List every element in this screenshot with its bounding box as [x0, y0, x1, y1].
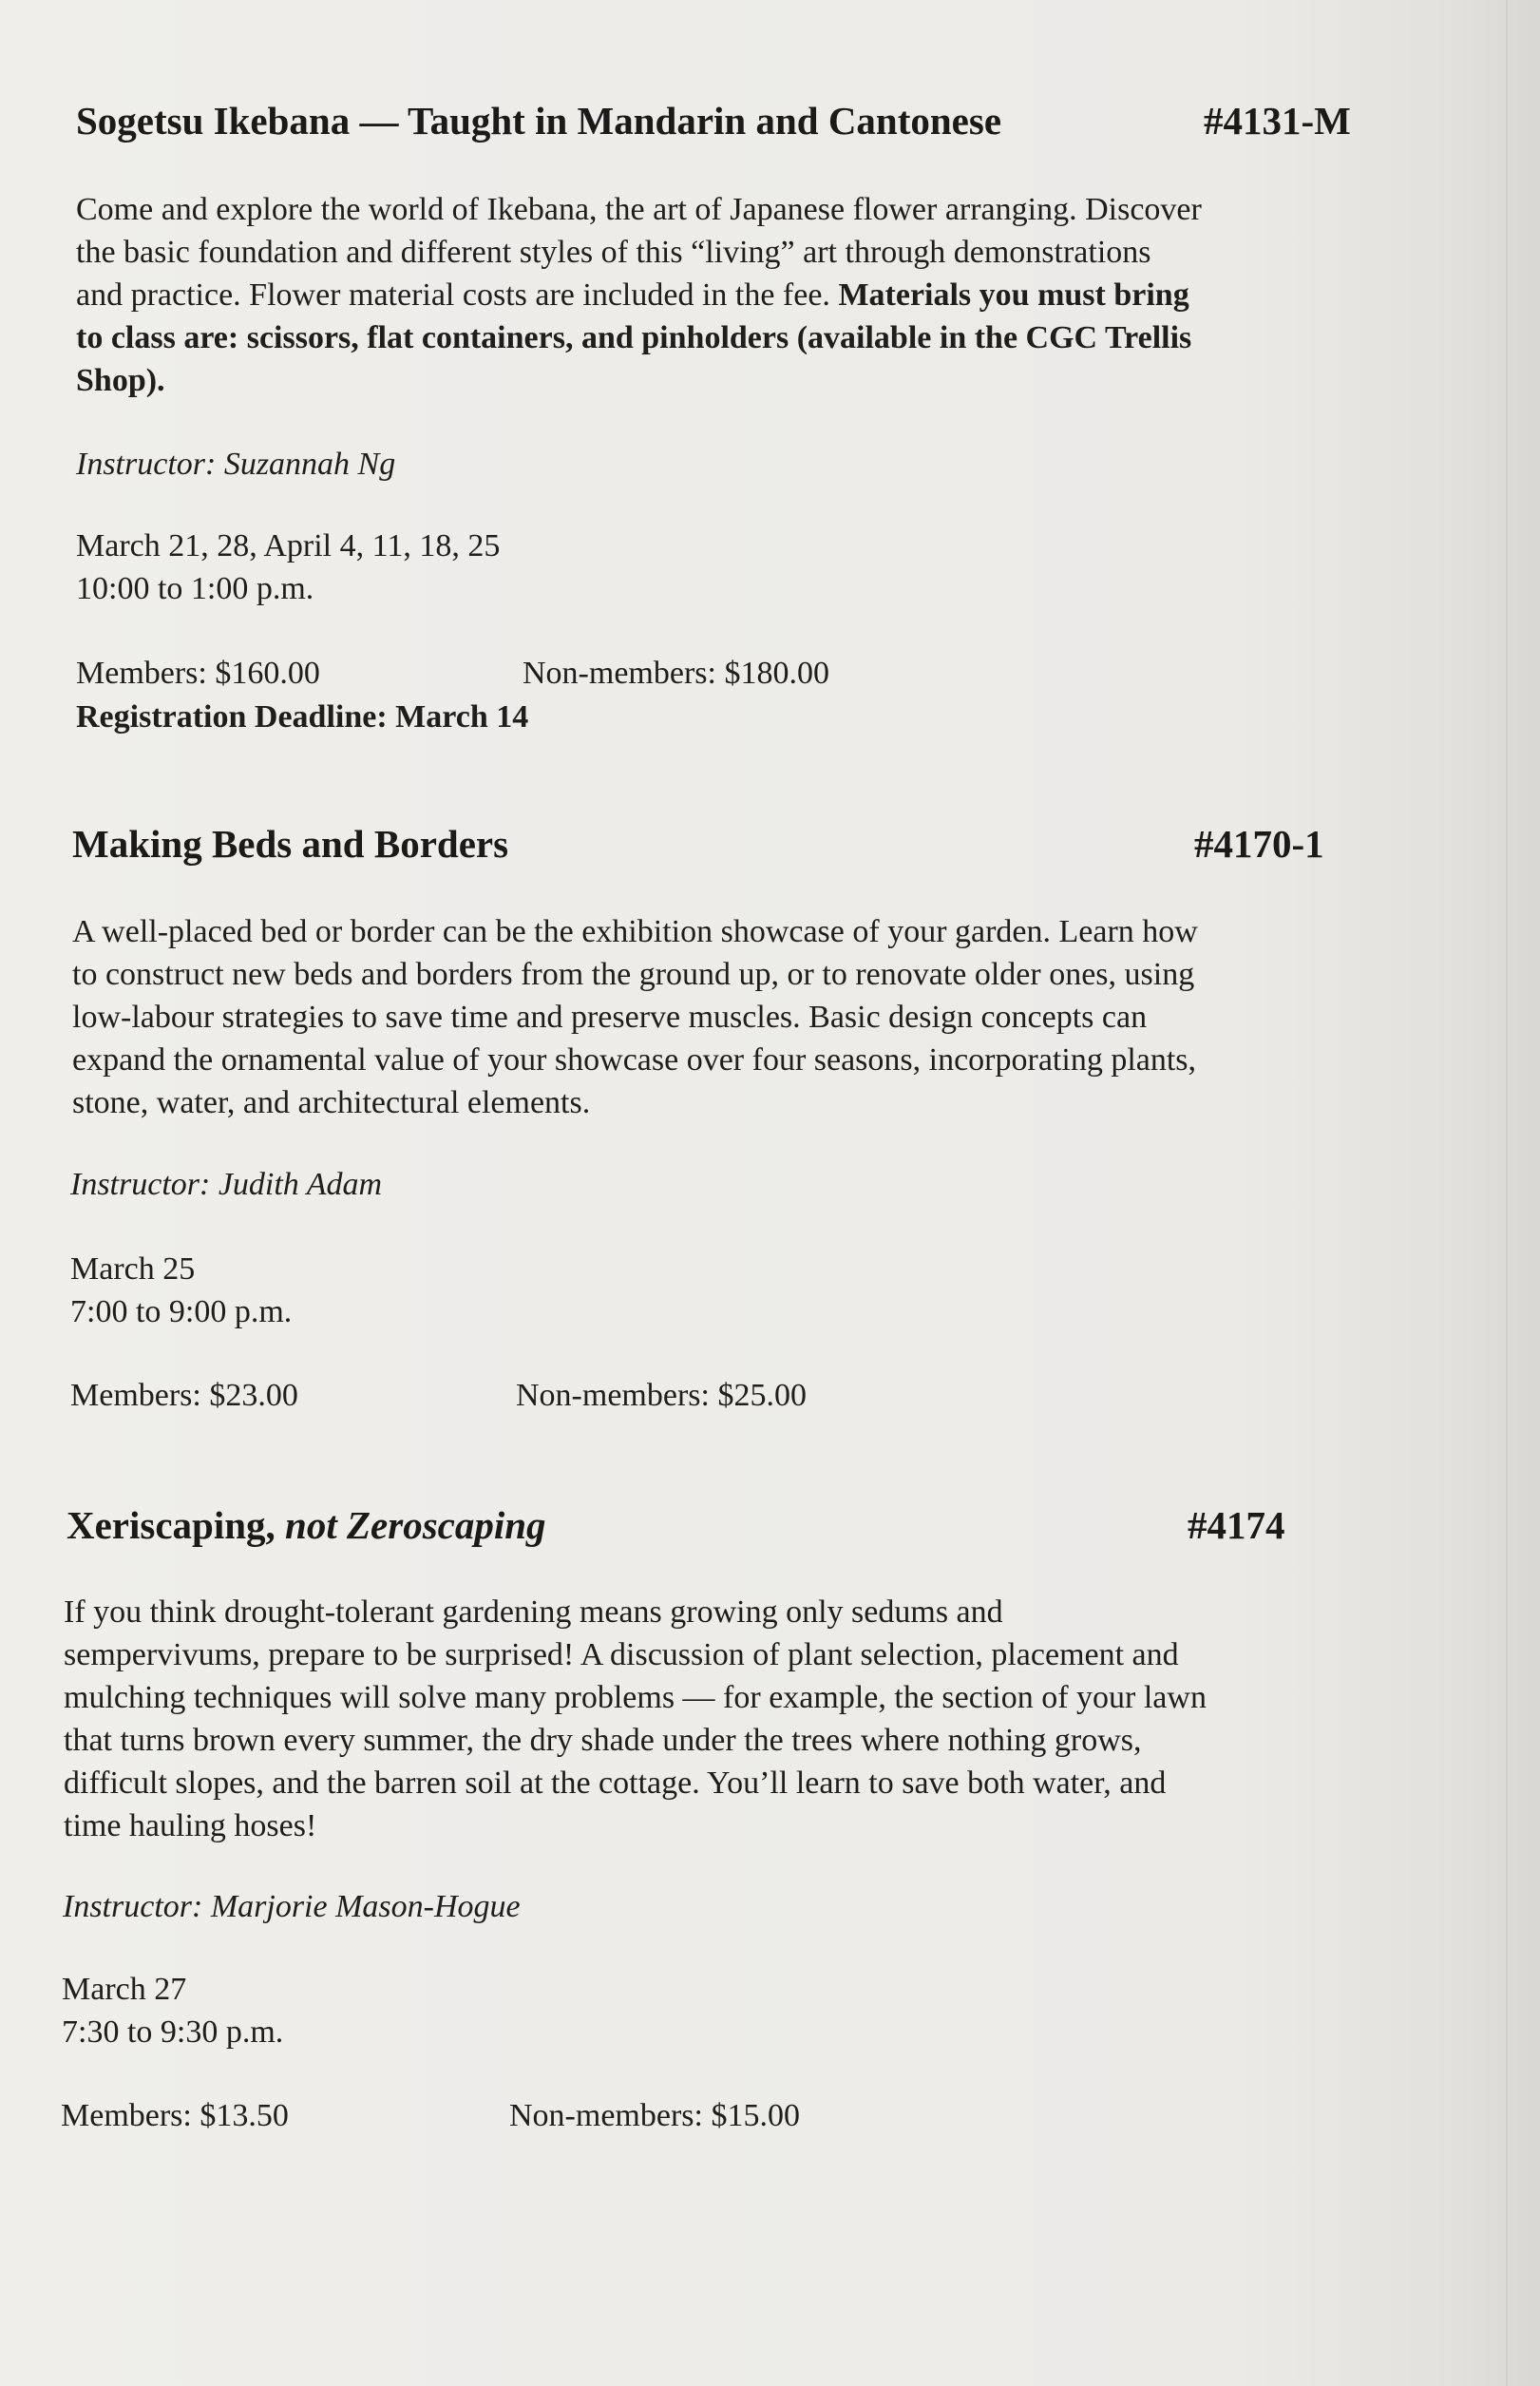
course-dates: March 25	[70, 1251, 196, 1287]
course-time: 10:00 to 1:00 p.m.	[76, 571, 314, 606]
members-price: Members: $13.50	[61, 2098, 289, 2133]
course-number: #4174	[1188, 1503, 1285, 1547]
non-members-price: Non-members: $15.00	[509, 2098, 800, 2133]
description-line: Shop).	[76, 363, 165, 398]
description-line: If you think drought-tolerant gardening means growing only sedums and	[64, 1594, 1003, 1630]
description-line: that turns brown every summer, the dry shade under the trees where nothing grows,	[64, 1723, 1142, 1758]
course-title: Making Beds and Borders	[72, 822, 509, 866]
materials-note: Materials you must bring	[838, 277, 1189, 313]
non-members-price: Non-members: $25.00	[516, 1378, 807, 1413]
description-line: stone, water, and architectural elements.	[72, 1085, 591, 1120]
description-text: and practice. Flower material costs are included in the fee.	[76, 277, 830, 313]
description-line: Come and explore the world of Ikebana, the art of Japanese flower arranging. Discover	[76, 192, 1202, 227]
description-line: to class are: scissors, flat containers, and pinholders (available in the CGC Trellis	[76, 320, 1192, 355]
description-line: to construct new beds and borders from the ground up, or to renovate older ones, using	[72, 957, 1195, 992]
course-number: #4170-1	[1194, 822, 1324, 866]
instructor: Instructor: Judith Adam	[70, 1167, 383, 1202]
members-price: Members: $160.00	[76, 656, 320, 691]
description-line: expand the ornamental value of your showcase over four seasons, incorporating plants,	[72, 1042, 1197, 1078]
instructor: Instructor: Suzannah Ng	[76, 447, 396, 482]
registration-deadline: Registration Deadline: March 14	[76, 699, 529, 735]
title-plain: Xeriscaping,	[67, 1503, 276, 1547]
description-line: difficult slopes, and the barren soil at the cottage. You’ll learn to save both water, and	[64, 1766, 1167, 1801]
course-number: #4131-M	[1204, 99, 1351, 143]
course-dates: March 21, 28, April 4, 11, 18, 25	[76, 528, 501, 563]
description-line	[76, 274, 1202, 316]
course-title	[67, 1502, 546, 1548]
course-dates: March 27	[62, 1972, 187, 2007]
non-members-price: Non-members: $180.00	[523, 656, 829, 691]
description-line: sempervivums, prepare to be surprised! A discussion of plant selection, placement and	[64, 1637, 1179, 1672]
title-italic: not Zeroscaping	[285, 1503, 546, 1547]
description-line: time hauling hoses!	[64, 1808, 317, 1843]
course-title: Sogetsu Ikebana — Taught in Mandarin and Cantonese	[76, 99, 1002, 143]
course-description	[64, 1591, 1207, 1847]
description-line: the basic foundation and different styles of this “living” art through demonstrations	[76, 235, 1151, 270]
description-line: mulching techniques will solve many problems — for example, the section of your lawn	[64, 1680, 1207, 1715]
course-time: 7:00 to 9:00 p.m.	[70, 1294, 293, 1329]
description-line: low-labour strategies to save time and preserve muscles. Basic design concepts can	[72, 1000, 1148, 1035]
members-price: Members: $23.00	[70, 1378, 298, 1413]
page-edge-shadow	[1506, 0, 1508, 2386]
course-description	[72, 910, 1198, 1124]
course-description	[76, 188, 1202, 402]
description-line: A well-placed bed or border can be the exhibition showcase of your garden. Learn how	[72, 914, 1198, 949]
course-time: 7:30 to 9:30 p.m.	[62, 2014, 284, 2050]
instructor: Instructor: Marjorie Mason-Hogue	[63, 1889, 521, 1924]
